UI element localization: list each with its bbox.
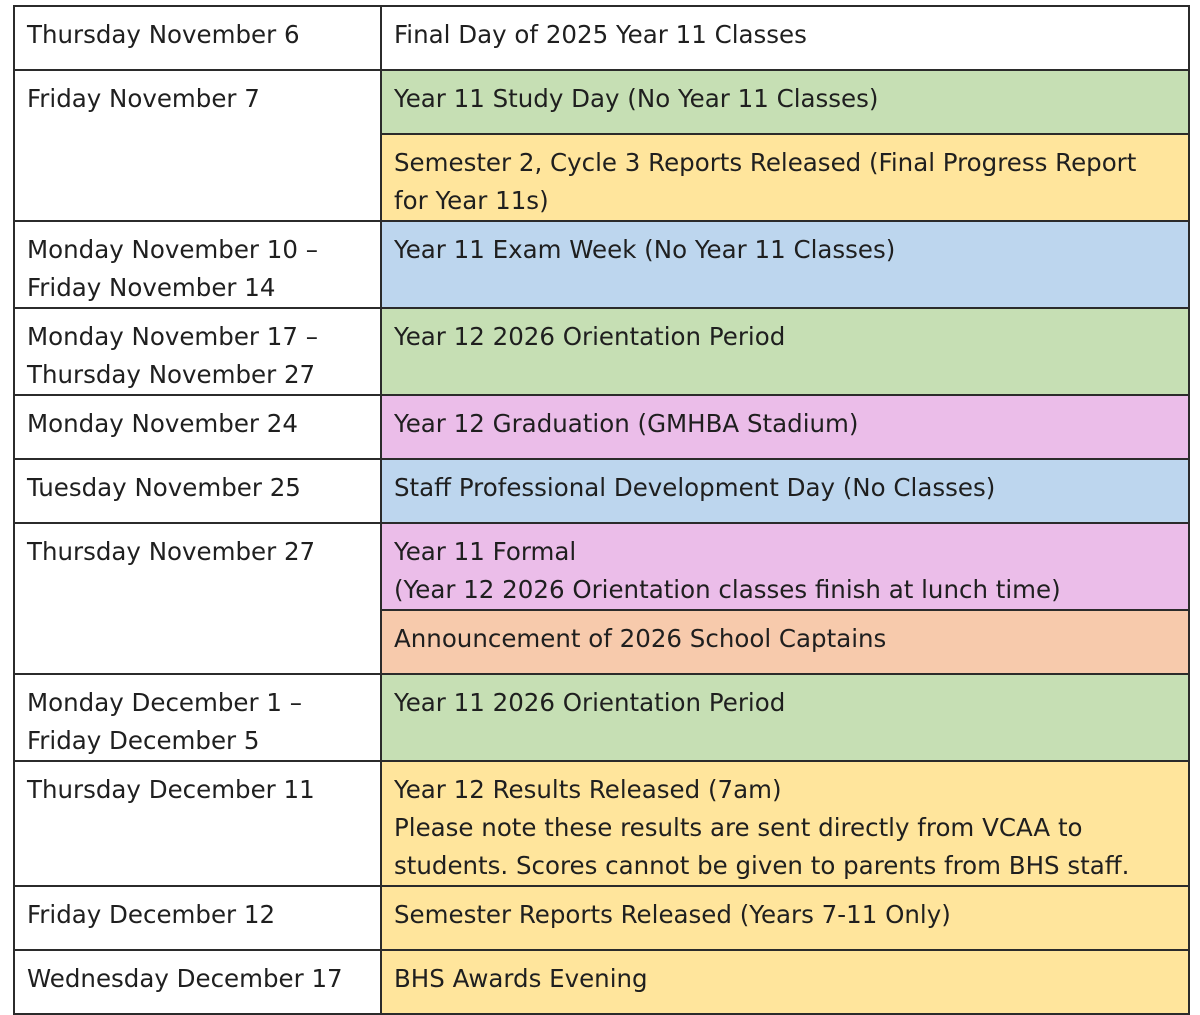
event-text: Staff Professional Development Day (No Classes) xyxy=(394,473,996,502)
event-cell xyxy=(381,886,1189,950)
event-cell xyxy=(381,134,1189,221)
date-text: Friday December 12 xyxy=(27,900,276,929)
calendar-row xyxy=(14,221,1189,308)
date-cell xyxy=(14,674,381,761)
event-cell xyxy=(381,308,1189,395)
calendar-body xyxy=(14,6,1189,1014)
event-text: BHS Awards Evening xyxy=(394,964,648,993)
school-calendar-table xyxy=(13,5,1190,1015)
event-cell xyxy=(381,395,1189,459)
date-text: Thursday November 27 xyxy=(27,360,316,389)
date-cell xyxy=(14,523,381,674)
calendar-row xyxy=(14,395,1189,459)
date-cell xyxy=(14,761,381,886)
event-text: Year 12 2026 Orientation Period xyxy=(394,322,786,351)
date-cell xyxy=(14,886,381,950)
calendar-row xyxy=(14,886,1189,950)
event-cell xyxy=(381,221,1189,308)
event-text: Year 11 Exam Week (No Year 11 Classes) xyxy=(394,235,896,264)
date-text: Friday November 7 xyxy=(27,84,260,113)
date-text: Monday December 1 – xyxy=(27,688,302,717)
event-text: (Year 12 2026 Orientation classes finish at lunch time) xyxy=(394,575,1061,604)
date-text: Wednesday December 17 xyxy=(27,964,343,993)
date-text: Thursday November 27 xyxy=(27,537,316,566)
date-cell xyxy=(14,459,381,523)
date-text: Monday November 17 – xyxy=(27,322,318,351)
calendar-row xyxy=(14,523,1189,610)
date-text: Thursday November 6 xyxy=(27,20,300,49)
date-text: Monday November 24 xyxy=(27,409,298,438)
date-cell xyxy=(14,6,381,70)
event-text: Year 12 Graduation (GMHBA Stadium) xyxy=(394,409,859,438)
event-text: Final Day of 2025 Year 11 Classes xyxy=(394,20,807,49)
event-text: Year 11 Study Day (No Year 11 Classes) xyxy=(394,84,879,113)
date-text: Tuesday November 25 xyxy=(27,473,301,502)
calendar-row xyxy=(14,674,1189,761)
date-text: Friday November 14 xyxy=(27,273,276,302)
event-text: Year 12 Results Released (7am) xyxy=(394,775,782,804)
calendar-row xyxy=(14,459,1189,523)
date-text: Friday December 5 xyxy=(27,726,260,755)
event-text: Please note these results are sent directly from VCAA to xyxy=(394,813,1083,842)
calendar-row xyxy=(14,761,1189,886)
date-cell xyxy=(14,70,381,221)
event-cell xyxy=(381,761,1189,886)
calendar-row xyxy=(14,308,1189,395)
date-cell xyxy=(14,395,381,459)
event-cell xyxy=(381,950,1189,1014)
date-text: Monday November 10 – xyxy=(27,235,318,264)
event-text: Semester 2, Cycle 3 Reports Released (Final Progress Report xyxy=(394,148,1137,177)
event-cell xyxy=(381,70,1189,134)
event-text: Year 11 2026 Orientation Period xyxy=(394,688,786,717)
event-text: Announcement of 2026 School Captains xyxy=(394,624,887,653)
event-text: for Year 11s) xyxy=(394,186,549,215)
event-cell xyxy=(381,459,1189,523)
date-cell xyxy=(14,221,381,308)
event-cell xyxy=(381,523,1189,610)
date-cell xyxy=(14,950,381,1014)
calendar-row xyxy=(14,70,1189,134)
event-cell xyxy=(381,610,1189,674)
date-cell xyxy=(14,308,381,395)
event-cell xyxy=(381,6,1189,70)
event-text: Semester Reports Released (Years 7-11 Only) xyxy=(394,900,951,929)
event-text: students. Scores cannot be given to parents from BHS staff. xyxy=(394,851,1130,880)
calendar-row xyxy=(14,6,1189,70)
date-text: Thursday December 11 xyxy=(27,775,315,804)
event-cell xyxy=(381,674,1189,761)
calendar-row xyxy=(14,950,1189,1014)
event-text: Year 11 Formal xyxy=(394,537,577,566)
